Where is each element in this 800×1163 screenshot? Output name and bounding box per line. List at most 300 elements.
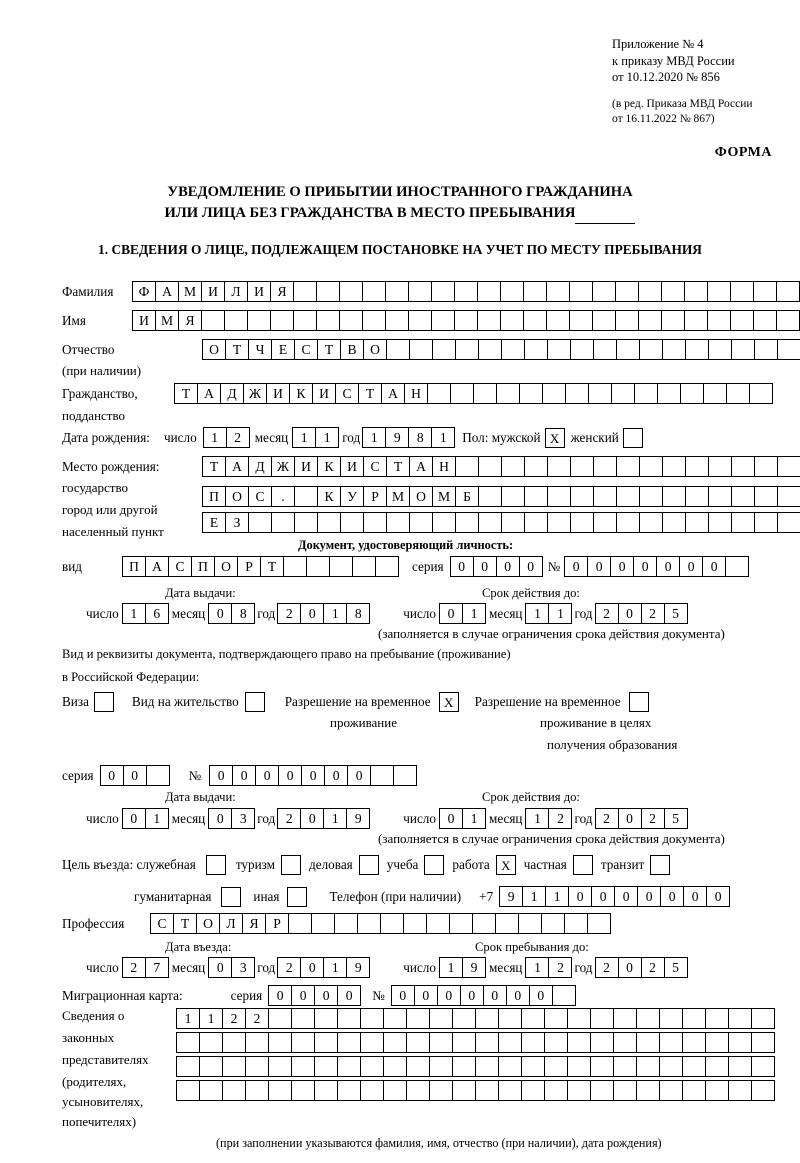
form-cell[interactable] [291,1080,315,1101]
form-cell[interactable]: 3 [231,808,255,829]
form-cell[interactable]: Т [317,339,341,360]
form-cell[interactable]: 2 [595,603,619,624]
form-cell[interactable]: 2 [641,603,665,624]
form-cell[interactable]: 0 [483,985,507,1006]
form-cell[interactable] [363,512,387,533]
form-cell[interactable] [383,1032,407,1053]
form-cell[interactable] [199,1032,223,1053]
form-cell[interactable]: Л [219,913,243,934]
form-cell[interactable] [429,1056,453,1077]
form-cell[interactable]: Т [386,456,410,477]
form-cell[interactable] [521,1008,545,1029]
form-cell[interactable] [565,383,589,404]
form-cell[interactable] [546,281,570,302]
mc-series-input[interactable] [268,985,360,1006]
form-cell[interactable]: Т [174,383,198,404]
form-cell[interactable] [199,1056,223,1077]
form-cell[interactable] [360,1032,384,1053]
form-cell[interactable]: 1 [525,808,549,829]
form-cell[interactable] [337,1032,361,1053]
sex-female-checkbox[interactable] [623,428,643,448]
form-cell[interactable]: 2 [641,808,665,829]
form-cell[interactable] [245,1056,269,1077]
form-cell[interactable]: М [178,281,202,302]
form-cell[interactable] [316,281,340,302]
form-cell[interactable]: Т [225,339,249,360]
form-cell[interactable] [518,913,542,934]
form-cell[interactable] [521,1032,545,1053]
form-cell[interactable]: И [294,456,318,477]
form-cell[interactable]: 8 [231,603,255,624]
form-cell[interactable] [495,913,519,934]
form-cell[interactable] [544,1056,568,1077]
form-cell[interactable] [705,1056,729,1077]
form-cell[interactable] [731,486,755,507]
purpose-other-checkbox[interactable] [287,887,307,907]
form-cell[interactable]: 0 [324,765,348,786]
form-cell[interactable] [478,512,502,533]
form-cell[interactable] [452,1008,476,1029]
form-cell[interactable] [547,456,571,477]
form-cell[interactable] [730,281,754,302]
form-cell[interactable] [268,1080,292,1101]
form-cell[interactable]: 0 [519,556,543,577]
form-cell[interactable] [288,913,312,934]
form-cell[interactable] [638,310,662,331]
patronymic-input[interactable] [202,339,800,360]
form-cell[interactable] [611,383,635,404]
doc-issue-day-input[interactable] [122,603,168,624]
form-cell[interactable] [636,1056,660,1077]
form-cell[interactable]: 1 [122,603,146,624]
form-cell[interactable] [339,310,363,331]
form-cell[interactable] [406,1080,430,1101]
form-cell[interactable]: 0 [706,886,730,907]
form-cell[interactable] [685,512,709,533]
form-cell[interactable] [406,1032,430,1053]
form-cell[interactable]: 0 [208,603,232,624]
form-cell[interactable] [659,1032,683,1053]
form-cell[interactable]: 0 [618,808,642,829]
form-cell[interactable] [662,486,686,507]
stay-issue-year-input[interactable] [277,808,369,829]
form-cell[interactable] [291,1032,315,1053]
form-cell[interactable]: 0 [660,886,684,907]
mc-number-input[interactable] [391,985,575,1006]
form-cell[interactable] [432,339,456,360]
purpose-transit-checkbox[interactable] [650,855,670,875]
birth-day-input[interactable] [203,427,249,448]
form-cell[interactable]: И [247,281,271,302]
form-cell[interactable] [593,456,617,477]
form-cell[interactable]: 0 [232,765,256,786]
form-cell[interactable] [316,310,340,331]
form-cell[interactable]: 0 [683,886,707,907]
form-cell[interactable] [314,1056,338,1077]
form-cell[interactable] [360,1008,384,1029]
form-cell[interactable] [314,1032,338,1053]
form-cell[interactable]: 1 [323,808,347,829]
form-cell[interactable]: 1 [315,427,339,448]
form-cell[interactable] [385,281,409,302]
form-cell[interactable] [639,456,663,477]
form-cell[interactable] [777,512,800,533]
form-cell[interactable] [613,1032,637,1053]
form-cell[interactable]: 1 [199,1008,223,1029]
form-cell[interactable] [636,1008,660,1029]
form-cell[interactable] [569,310,593,331]
form-cell[interactable] [523,310,547,331]
form-cell[interactable] [455,512,479,533]
form-cell[interactable] [291,1056,315,1077]
form-cell[interactable] [552,985,576,1006]
form-cell[interactable]: И [340,456,364,477]
form-cell[interactable] [728,1032,752,1053]
birth-month-input[interactable] [292,427,338,448]
form-cell[interactable]: 0 [610,556,634,577]
form-cell[interactable]: 2 [595,808,619,829]
birth-city-input-row1[interactable] [202,486,800,507]
form-cell[interactable] [659,1080,683,1101]
form-cell[interactable]: Т [358,383,382,404]
form-cell[interactable]: И [132,310,156,331]
form-cell[interactable] [386,512,410,533]
form-cell[interactable] [682,1056,706,1077]
form-cell[interactable] [661,281,685,302]
form-cell[interactable]: 0 [208,808,232,829]
form-cell[interactable]: 3 [231,957,255,978]
form-cell[interactable]: 2 [122,957,146,978]
form-cell[interactable] [754,512,778,533]
form-cell[interactable] [472,913,496,934]
form-cell[interactable]: 1 [525,603,549,624]
form-cell[interactable]: 0 [268,985,292,1006]
form-cell[interactable]: 0 [618,957,642,978]
form-cell[interactable] [587,913,611,934]
form-cell[interactable] [708,339,732,360]
form-cell[interactable] [362,310,386,331]
stay-valid-month-input[interactable] [525,808,571,829]
form-cell[interactable]: 1 [431,427,455,448]
form-cell[interactable] [222,1080,246,1101]
form-cell[interactable] [386,339,410,360]
form-cell[interactable] [406,1056,430,1077]
form-cell[interactable] [496,383,520,404]
form-cell[interactable]: Р [265,913,289,934]
form-cell[interactable]: 0 [439,808,463,829]
form-cell[interactable]: 5 [664,603,688,624]
form-cell[interactable] [638,281,662,302]
form-cell[interactable] [547,512,571,533]
form-cell[interactable] [567,1032,591,1053]
form-cell[interactable]: И [312,383,336,404]
form-cell[interactable] [661,310,685,331]
form-cell[interactable] [593,339,617,360]
form-cell[interactable] [616,486,640,507]
form-cell[interactable] [475,1056,499,1077]
form-cell[interactable] [705,1080,729,1101]
form-cell[interactable]: А [145,556,169,577]
form-cell[interactable]: 0 [300,808,324,829]
form-cell[interactable] [751,1008,775,1029]
form-cell[interactable] [498,1080,522,1101]
form-cell[interactable] [431,281,455,302]
form-cell[interactable]: С [363,456,387,477]
form-cell[interactable]: 0 [460,985,484,1006]
form-cell[interactable] [570,512,594,533]
form-cell[interactable]: Я [242,913,266,934]
form-cell[interactable] [751,1056,775,1077]
form-cell[interactable] [375,556,399,577]
form-cell[interactable] [754,486,778,507]
form-cell[interactable]: 7 [145,957,169,978]
form-cell[interactable] [728,1008,752,1029]
form-cell[interactable]: С [248,486,272,507]
form-cell[interactable] [777,456,800,477]
form-cell[interactable]: М [432,486,456,507]
form-cell[interactable] [245,1032,269,1053]
doc-series-input[interactable] [450,556,542,577]
purpose-private-checkbox[interactable] [573,855,593,875]
form-cell[interactable]: К [289,383,313,404]
doc-issue-year-input[interactable] [277,603,369,624]
form-cell[interactable] [777,339,800,360]
form-cell[interactable] [616,339,640,360]
form-cell[interactable] [393,765,417,786]
form-cell[interactable] [498,1056,522,1077]
form-cell[interactable] [708,456,732,477]
form-cell[interactable] [521,1056,545,1077]
form-cell[interactable] [427,383,451,404]
form-cell[interactable]: С [168,556,192,577]
form-cell[interactable]: 1 [145,808,169,829]
form-cell[interactable] [311,913,335,934]
form-cell[interactable]: А [197,383,221,404]
form-cell[interactable] [337,1056,361,1077]
form-cell[interactable] [475,1080,499,1101]
form-cell[interactable] [542,383,566,404]
form-cell[interactable] [357,913,381,934]
form-cell[interactable]: 1 [462,808,486,829]
form-cell[interactable] [501,339,525,360]
form-cell[interactable]: 0 [656,556,680,577]
form-cell[interactable]: Н [404,383,428,404]
form-cell[interactable]: Е [202,512,226,533]
form-cell[interactable] [268,1032,292,1053]
form-cell[interactable] [754,339,778,360]
form-cell[interactable]: Р [237,556,261,577]
form-cell[interactable] [659,1008,683,1029]
form-cell[interactable] [478,486,502,507]
form-cell[interactable] [541,913,565,934]
doc-number-input[interactable] [564,556,748,577]
form-cell[interactable] [662,456,686,477]
form-cell[interactable] [380,913,404,934]
form-cell[interactable]: О [409,486,433,507]
form-cell[interactable] [339,281,363,302]
form-cell[interactable] [352,556,376,577]
form-cell[interactable] [317,512,341,533]
form-cell[interactable]: И [266,383,290,404]
form-cell[interactable] [478,456,502,477]
form-cell[interactable] [360,1056,384,1077]
form-cell[interactable]: Л [224,281,248,302]
purpose-study-checkbox[interactable] [424,855,444,875]
citizenship-input[interactable] [174,383,772,404]
form-cell[interactable] [731,512,755,533]
form-cell[interactable]: 1 [548,603,572,624]
form-cell[interactable] [684,281,708,302]
form-cell[interactable]: 0 [291,985,315,1006]
form-cell[interactable] [639,512,663,533]
doc-kind-input[interactable] [122,556,398,577]
form-cell[interactable]: П [202,486,226,507]
form-cell[interactable]: 0 [439,603,463,624]
form-cell[interactable] [452,1056,476,1077]
form-cell[interactable] [546,310,570,331]
form-cell[interactable]: С [335,383,359,404]
form-cell[interactable] [682,1032,706,1053]
form-cell[interactable]: 0 [300,603,324,624]
form-cell[interactable]: . [271,486,295,507]
form-cell[interactable] [657,383,681,404]
form-cell[interactable] [408,281,432,302]
form-cell[interactable] [291,1008,315,1029]
form-cell[interactable] [329,556,353,577]
form-cell[interactable] [751,1080,775,1101]
form-cell[interactable] [708,486,732,507]
form-cell[interactable] [634,383,658,404]
form-cell[interactable]: 0 [568,886,592,907]
form-cell[interactable]: Ф [132,281,156,302]
form-cell[interactable] [176,1056,200,1077]
residence-permit-checkbox[interactable] [245,692,265,712]
form-cell[interactable] [590,1080,614,1101]
form-cell[interactable]: 1 [176,1008,200,1029]
form-cell[interactable]: 1 [439,957,463,978]
form-cell[interactable] [473,383,497,404]
form-cell[interactable] [776,310,800,331]
form-cell[interactable] [592,310,616,331]
form-cell[interactable] [314,1080,338,1101]
form-cell[interactable] [636,1080,660,1101]
stay-until-day-input[interactable] [439,957,485,978]
doc-valid-day-input[interactable] [439,603,485,624]
form-cell[interactable] [570,486,594,507]
form-cell[interactable] [222,1032,246,1053]
form-cell[interactable] [703,383,727,404]
form-cell[interactable]: 0 [702,556,726,577]
form-cell[interactable] [685,339,709,360]
form-cell[interactable] [455,339,479,360]
form-cell[interactable] [685,456,709,477]
form-cell[interactable]: 0 [637,886,661,907]
form-cell[interactable]: О [363,339,387,360]
form-cell[interactable] [753,281,777,302]
form-cell[interactable] [477,310,501,331]
form-cell[interactable]: П [191,556,215,577]
form-cell[interactable]: 2 [641,957,665,978]
form-cell[interactable] [728,1080,752,1101]
form-cell[interactable] [616,456,640,477]
form-cell[interactable]: В [340,339,364,360]
form-cell[interactable] [705,1008,729,1029]
form-cell[interactable] [754,456,778,477]
form-cell[interactable] [293,281,317,302]
form-cell[interactable]: О [196,913,220,934]
form-cell[interactable] [199,1080,223,1101]
form-cell[interactable]: 1 [522,886,546,907]
form-cell[interactable] [659,1056,683,1077]
form-cell[interactable] [613,1056,637,1077]
form-cell[interactable] [222,1056,246,1077]
form-cell[interactable] [567,1080,591,1101]
phone-input[interactable] [499,886,729,907]
sex-male-checkbox[interactable]: X [545,428,565,448]
form-cell[interactable] [662,512,686,533]
purpose-humanitarian-checkbox[interactable] [221,887,241,907]
form-cell[interactable]: О [225,486,249,507]
form-cell[interactable] [524,456,548,477]
form-cell[interactable]: 0 [564,556,588,577]
form-cell[interactable] [201,310,225,331]
form-cell[interactable]: Ж [271,456,295,477]
name-input[interactable] [132,310,800,331]
form-cell[interactable] [294,512,318,533]
form-cell[interactable]: 0 [122,808,146,829]
form-cell[interactable]: Р [363,486,387,507]
form-cell[interactable]: 0 [496,556,520,577]
form-cell[interactable] [500,281,524,302]
form-cell[interactable] [247,310,271,331]
form-cell[interactable] [431,310,455,331]
form-cell[interactable] [682,1008,706,1029]
form-cell[interactable] [403,913,427,934]
form-cell[interactable]: 0 [100,765,124,786]
form-cell[interactable] [176,1032,200,1053]
form-cell[interactable] [429,1008,453,1029]
form-cell[interactable]: А [225,456,249,477]
form-cell[interactable]: 0 [255,765,279,786]
doc-valid-month-input[interactable] [525,603,571,624]
form-cell[interactable] [708,512,732,533]
form-cell[interactable]: 0 [437,985,461,1006]
form-cell[interactable]: А [409,456,433,477]
form-cell[interactable] [615,310,639,331]
form-cell[interactable]: 6 [145,603,169,624]
form-cell[interactable] [636,1032,660,1053]
form-cell[interactable] [776,281,800,302]
form-cell[interactable]: Я [270,281,294,302]
birth-city-input-row2[interactable] [202,512,800,533]
form-cell[interactable] [728,1056,752,1077]
form-cell[interactable] [429,1080,453,1101]
form-cell[interactable] [360,1080,384,1101]
purpose-business-checkbox[interactable] [359,855,379,875]
form-cell[interactable] [593,486,617,507]
form-cell[interactable] [685,486,709,507]
form-cell[interactable] [501,486,525,507]
form-cell[interactable]: 2 [222,1008,246,1029]
form-cell[interactable] [639,486,663,507]
form-cell[interactable] [613,1008,637,1029]
form-cell[interactable]: 2 [277,808,301,829]
form-cell[interactable] [314,1008,338,1029]
purpose-tourism-checkbox[interactable] [281,855,301,875]
form-cell[interactable] [454,310,478,331]
form-cell[interactable] [340,512,364,533]
form-cell[interactable]: 0 [123,765,147,786]
